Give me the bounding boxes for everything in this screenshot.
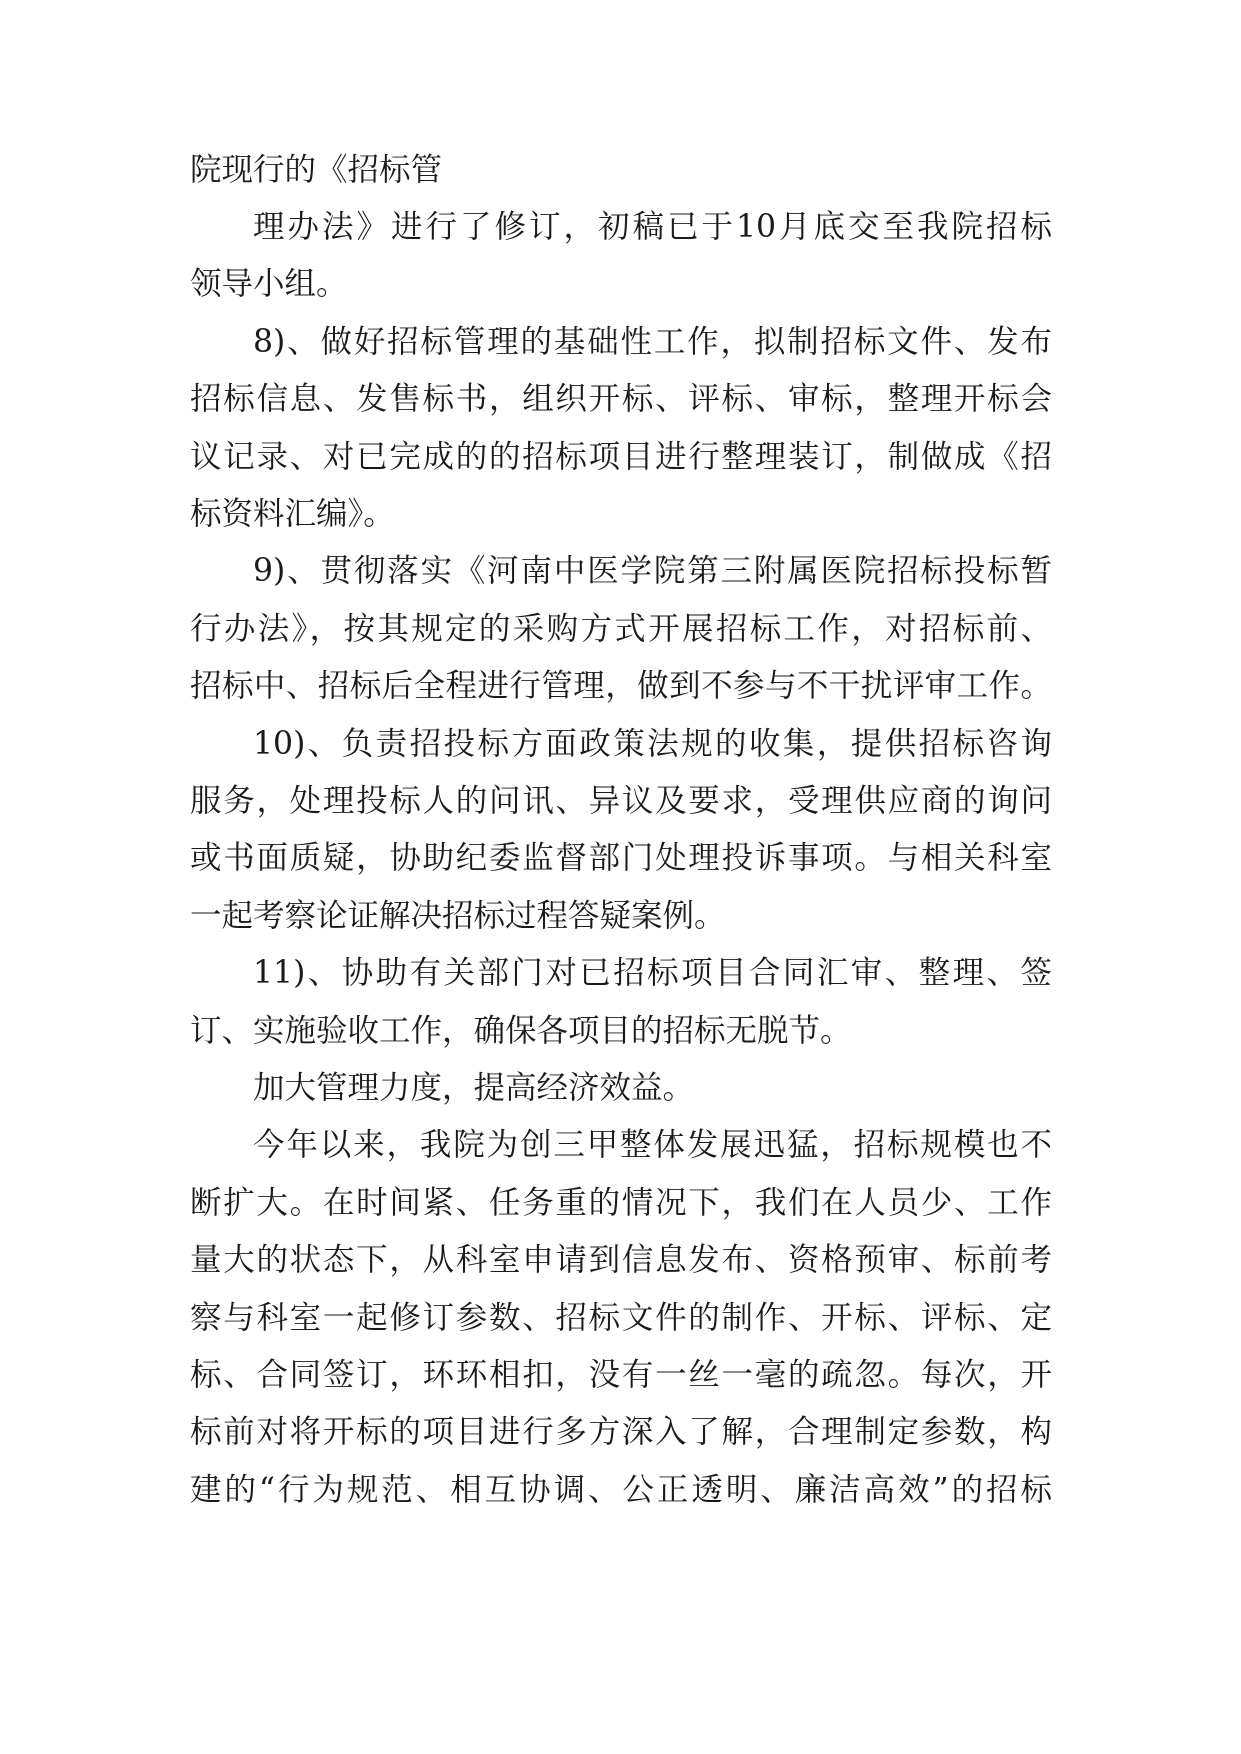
text-line: 今年以来，我院为创三甲整体发展迅猛，招标规模也不 bbox=[253, 1127, 1052, 1163]
text-line: 量大的状态下，从科室申请到信息发布、资格预审、标前考 bbox=[190, 1242, 1052, 1278]
text-line: 11)、协助有关部门对已招标项目合同汇审、整理、签 bbox=[253, 955, 1052, 991]
text-line: 订、实施验收工作，确保各项目的招标无脱节。 bbox=[190, 1013, 852, 1049]
text-line: 加大管理力度，提高经济效益。 bbox=[253, 1070, 695, 1106]
text-line: 招标中、招标后全程进行管理，做到不参与不干扰评审工作。 bbox=[190, 668, 1052, 704]
text-line: 一起考察论证解决招标过程答疑案例。 bbox=[190, 898, 726, 934]
text-line: 标资料汇编》。 bbox=[190, 496, 395, 532]
text-line: 行办法》，按其规定的采购方式开展招标工作，对招标前、 bbox=[190, 611, 1052, 647]
text-line: 理办法》进行了修订，初稿已于10月底交至我院招标 bbox=[253, 209, 1052, 245]
text-line: 9)、贯彻落实《河南中医学院第三附属医院招标投标暂 bbox=[253, 553, 1052, 589]
text-line: 或书面质疑，协助纪委监督部门处理投诉事项。与相关科室 bbox=[190, 840, 1052, 876]
text-line: 8)、做好招标管理的基础性工作，拟制招标文件、发布 bbox=[253, 324, 1052, 360]
text-line: 建的“行为规范、相互协调、公正透明、廉洁高效”的招标 bbox=[190, 1472, 1052, 1508]
text-line: 服务，处理投标人的问讯、异议及要求，受理供应商的询问 bbox=[190, 783, 1052, 819]
text-line: 察与科室一起修订参数、招标文件的制作、开标、评标、定 bbox=[190, 1300, 1052, 1336]
text-line: 标、合同签订，环环相扣，没有一丝一毫的疏忽。每次，开 bbox=[190, 1357, 1052, 1393]
text-line: 招标信息、发售标书，组织开标、评标、审标，整理开标会 bbox=[190, 381, 1052, 417]
text-line: 议记录、对已完成的的招标项目进行整理装订，制做成《招 bbox=[190, 439, 1052, 475]
text-line: 院现行的《招标管 bbox=[190, 152, 443, 188]
text-line: 10)、负责招投标方面政策法规的收集，提供招标咨询 bbox=[253, 726, 1052, 762]
text-line: 断扩大。在时间紧、任务重的情况下，我们在人员少、工作 bbox=[190, 1185, 1052, 1221]
text-line: 领导小组。 bbox=[190, 266, 348, 302]
text-line: 标前对将开标的项目进行多方深入了解，合理制定参数，构 bbox=[190, 1414, 1052, 1450]
